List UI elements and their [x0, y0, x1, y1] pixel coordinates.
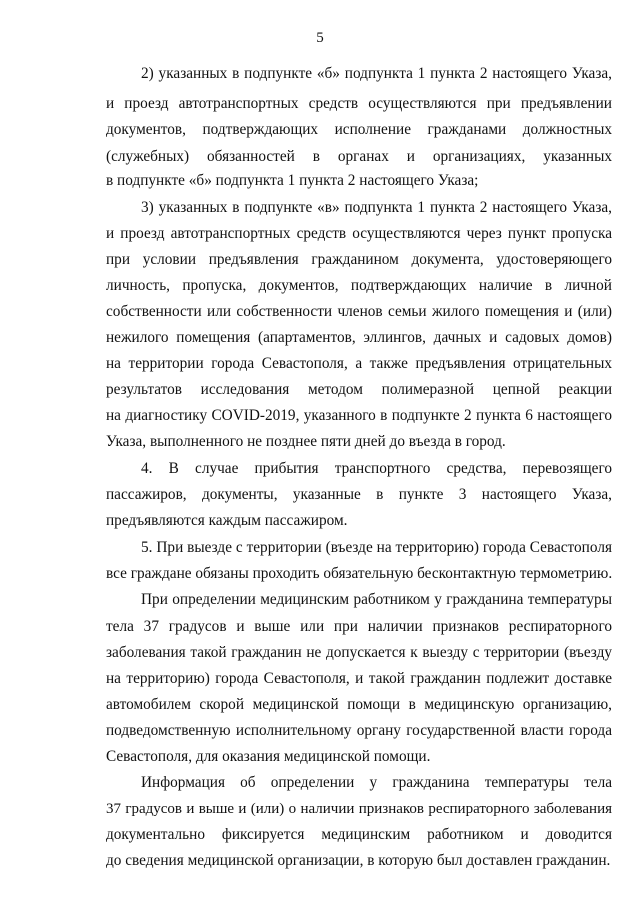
text-line: собственности или собственности членов семьи жилого помещения и (или): [106, 303, 612, 320]
text-line: Указа, выполненного не позднее пяти дней до въезда в город.: [106, 433, 506, 450]
text-line: и проезд автотранспортных средств осуществляются через пункт пропуска: [106, 225, 612, 242]
text-line: При определении медицинским работником у гражданина температуры: [141, 591, 612, 608]
text-line: Севастополя, для оказания медицинской помощи.: [106, 748, 431, 765]
text-line: на территории города Севастополя, а также предъявления отрицательных: [106, 355, 612, 372]
page-number: 5: [316, 30, 324, 46]
text-line: 3) указанных в подпункте «в» подпункта 1 пункта 2 настоящего Указа,: [141, 199, 612, 216]
text-line: предъявляются каждым пассажиром.: [106, 512, 348, 529]
text-line: 5. При выезде с территории (въезде на территорию) города Севастополя: [141, 539, 612, 556]
text-line: автомобилем скорой медицинской помощи в медицинскую организацию,: [106, 696, 612, 713]
text-line: документов, подтверждающих исполнение гражданами должностных: [106, 121, 612, 138]
text-line: до сведения медицинской организации, в которую был доставлен гражданин.: [106, 852, 611, 869]
text-line: все граждане обязаны проходить обязательную бесконтактную термометрию.: [106, 565, 613, 582]
text-line: Информация об определении у гражданина температуры тела: [141, 774, 612, 791]
text-line: при условии предъявления гражданином документа, удостоверяющего: [106, 251, 612, 268]
text-line: тела 37 градусов и выше или при наличии признаков респираторного: [106, 618, 612, 635]
text-line: 2) указанных в подпункте «б» подпункта 1 пункта 2 настоящего Указа,: [141, 65, 612, 82]
text-line: 37 градусов и выше и (или) о наличии признаков респираторного заболевания: [106, 801, 612, 817]
text-line: (служебных) обязанностей в органах и организациях, указанных: [106, 148, 612, 165]
text-line: результатов исследования методом полимеразной цепной реакции: [106, 381, 612, 398]
text-line: нежилого помещения (апартаментов, эллингов, дачных и садовых домов): [106, 329, 612, 346]
text-line: заболевания такой гражданин не допускается к выезду с территории (въезду: [106, 644, 612, 661]
text-line: подведомственную исполнительному органу государственной власти города: [106, 722, 612, 739]
text-line: на диагностику COVID-2019, указанного в подпункте 2 пункта 6 настоящего: [106, 407, 612, 424]
text-line: личность, пропуска, документов, подтверждающих наличие в личной: [106, 277, 612, 294]
text-line: документально фиксируется медицинским работником и доводится: [106, 826, 612, 843]
text-line: и проезд автотранспортных средств осуществляются при предъявлении: [106, 95, 612, 112]
text-line: пассажиров, документы, указанные в пункте 3 настоящего Указа,: [106, 486, 612, 503]
text-line: на территорию) города Севастополя, и такой гражданин подлежит доставке: [106, 670, 612, 687]
text-line: 4. В случае прибытия транспортного средства, перевозящего: [141, 460, 612, 477]
text-line: в подпункте «б» подпункта 1 пункта 2 настоящего Указа;: [106, 172, 479, 189]
